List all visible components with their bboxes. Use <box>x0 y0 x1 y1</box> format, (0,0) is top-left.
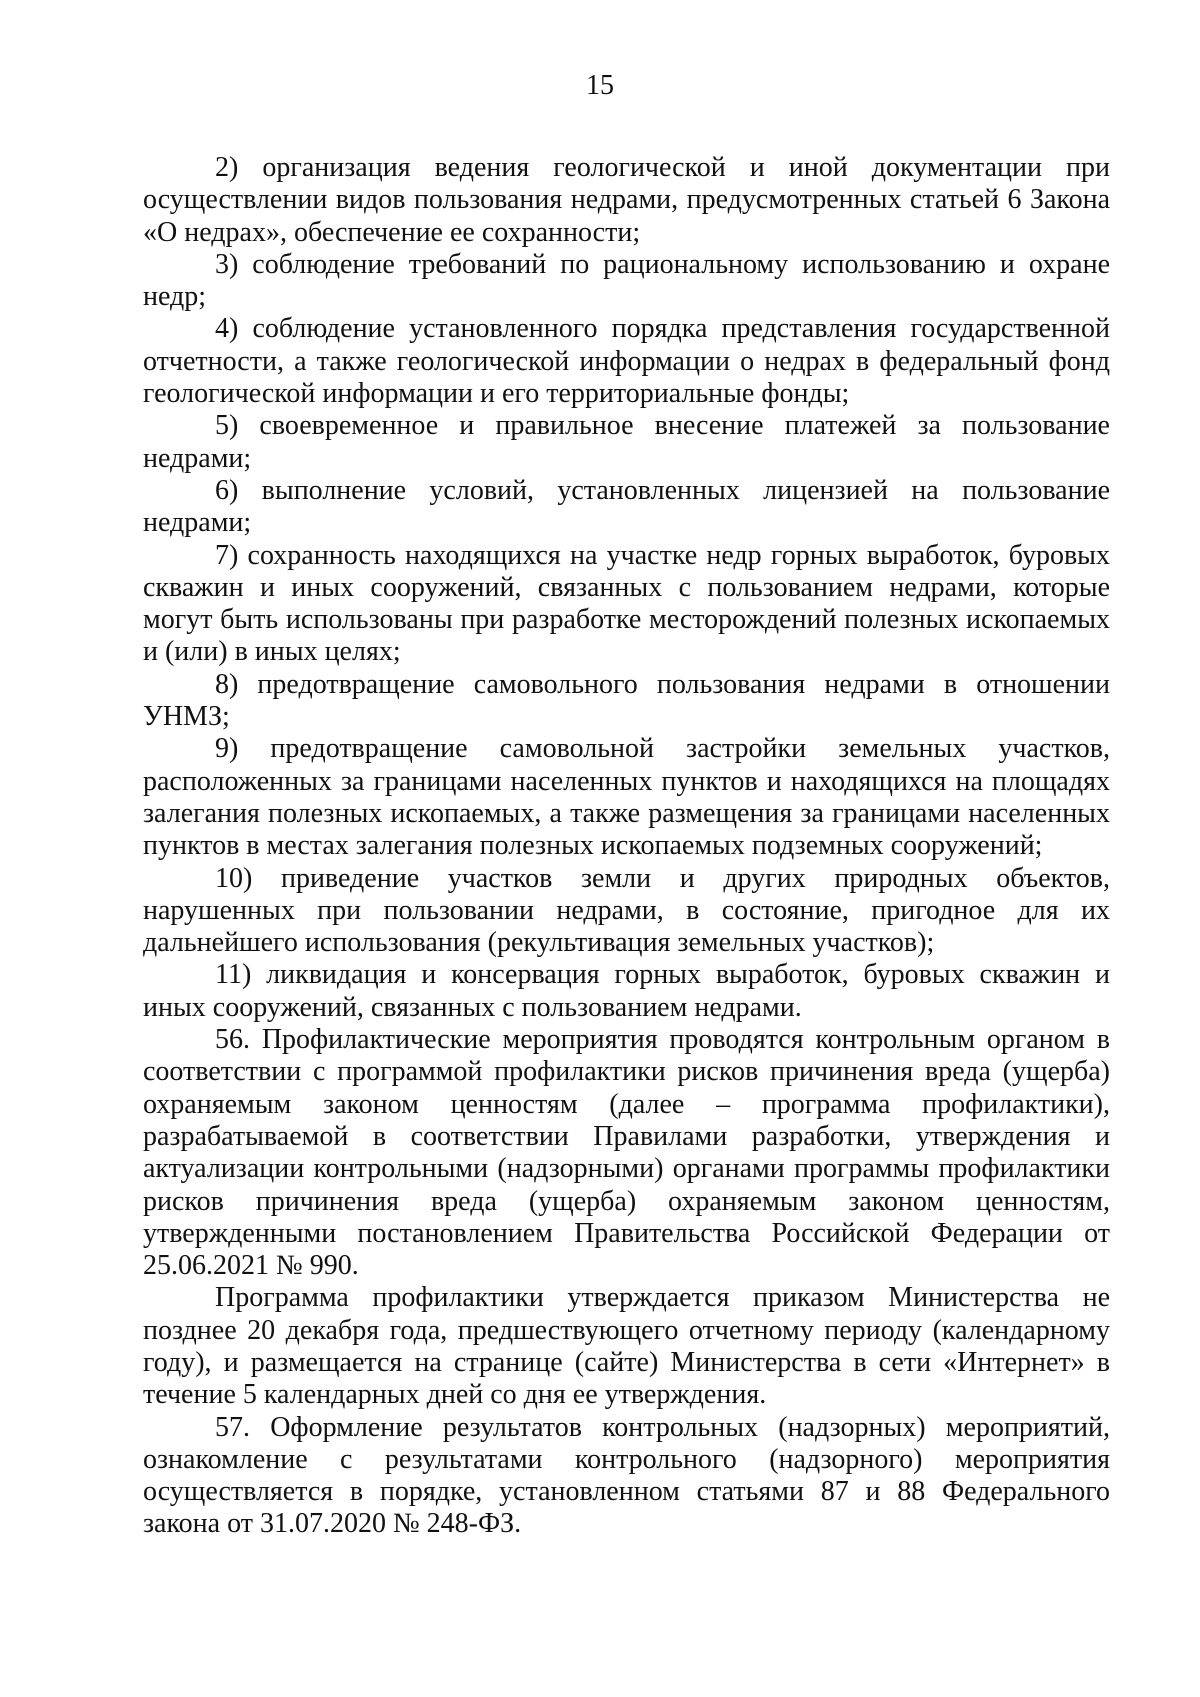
list-item-2: 2) организация ведения геологической и иной документации при осуществлении видов пользования недрами, предусмотренных статьей 6 Закона «О недрах», обеспечение ее сохранности; <box>143 152 1110 248</box>
list-item-8: 8) предотвращение самовольного пользования недрами в отношении УНМЗ; <box>143 668 1110 733</box>
list-item-10: 10) приведение участков земли и других природных объектов, нарушенных при пользовании недрами, в состояние, пригодное для их дальнейшего использования (рекультивация земельных участков); <box>143 862 1110 959</box>
list-item-6: 6) выполнение условий, установленных лицензией на пользование недрами; <box>143 474 1110 539</box>
list-item-4: 4) соблюдение установленного порядка представления государственной отчетности, а также геологической информации о недрах в федеральный фонд геологической информации и его территориальные фонды; <box>143 313 1110 410</box>
list-item-7: 7) сохранность находящихся на участке недр горных выработок, буровых скважин и иных сооружений, связанных с пользованием недрами, которые могут быть использованы при разработке месторождений полезных ископаемых и (или) в иных целях; <box>143 539 1110 668</box>
page-number: 15 <box>586 70 614 101</box>
document-body <box>143 152 1110 1541</box>
list-item-3: 3) соблюдение требований по рациональному использованию и охране недр; <box>143 248 1110 313</box>
section-56: 56. Профилактические мероприятия проводятся контрольным органом в соответствии с программой профилактики рисков причинения вреда (ущерба) охраняемым законом ценностям (далее – программа профилактики), разрабатываемой в соответствии Правилами разработки, утверждения и актуализации контрольными (надзорными) органами программы профилактики рисков причинения вреда (ущерба) охраняемым законом ценностям, утвержденными постановлением Правительства Российской Федерации от 25.06.2021 № 990. <box>143 1024 1110 1282</box>
list-item-9: 9) предотвращение самовольной застройки земельных участков, расположенных за границами населенных пунктов и находящихся на площадях залегания полезных ископаемых, а также размещения за границами населенных пунктов в местах залегания полезных ископаемых подземных сооружений; <box>143 733 1110 862</box>
section-57: 57. Оформление результатов контрольных (надзорных) мероприятий, ознакомление с результатами контрольного (надзорного) мероприятия осуществляется в порядке, установленном статьями 87 и 88 Федерального закона от 31.07.2020 № 248-ФЗ. <box>143 1411 1110 1540</box>
list-item-11: 11) ликвидация и консервация горных выработок, буровых скважин и иных сооружений, связанных с пользованием недрами. <box>143 959 1110 1023</box>
section-56-program-paragraph: Программа профилактики утверждается приказом Министерства не позднее 20 декабря года, предшествующего отчетному периоду (календарному году), и размещается на странице (сайте) Министерства в сети «Интернет» в течение 5 календарных дней со дня ее утверждения. <box>143 1282 1110 1411</box>
list-item-5: 5) своевременное и правильное внесение платежей за пользование недрами; <box>143 410 1110 474</box>
